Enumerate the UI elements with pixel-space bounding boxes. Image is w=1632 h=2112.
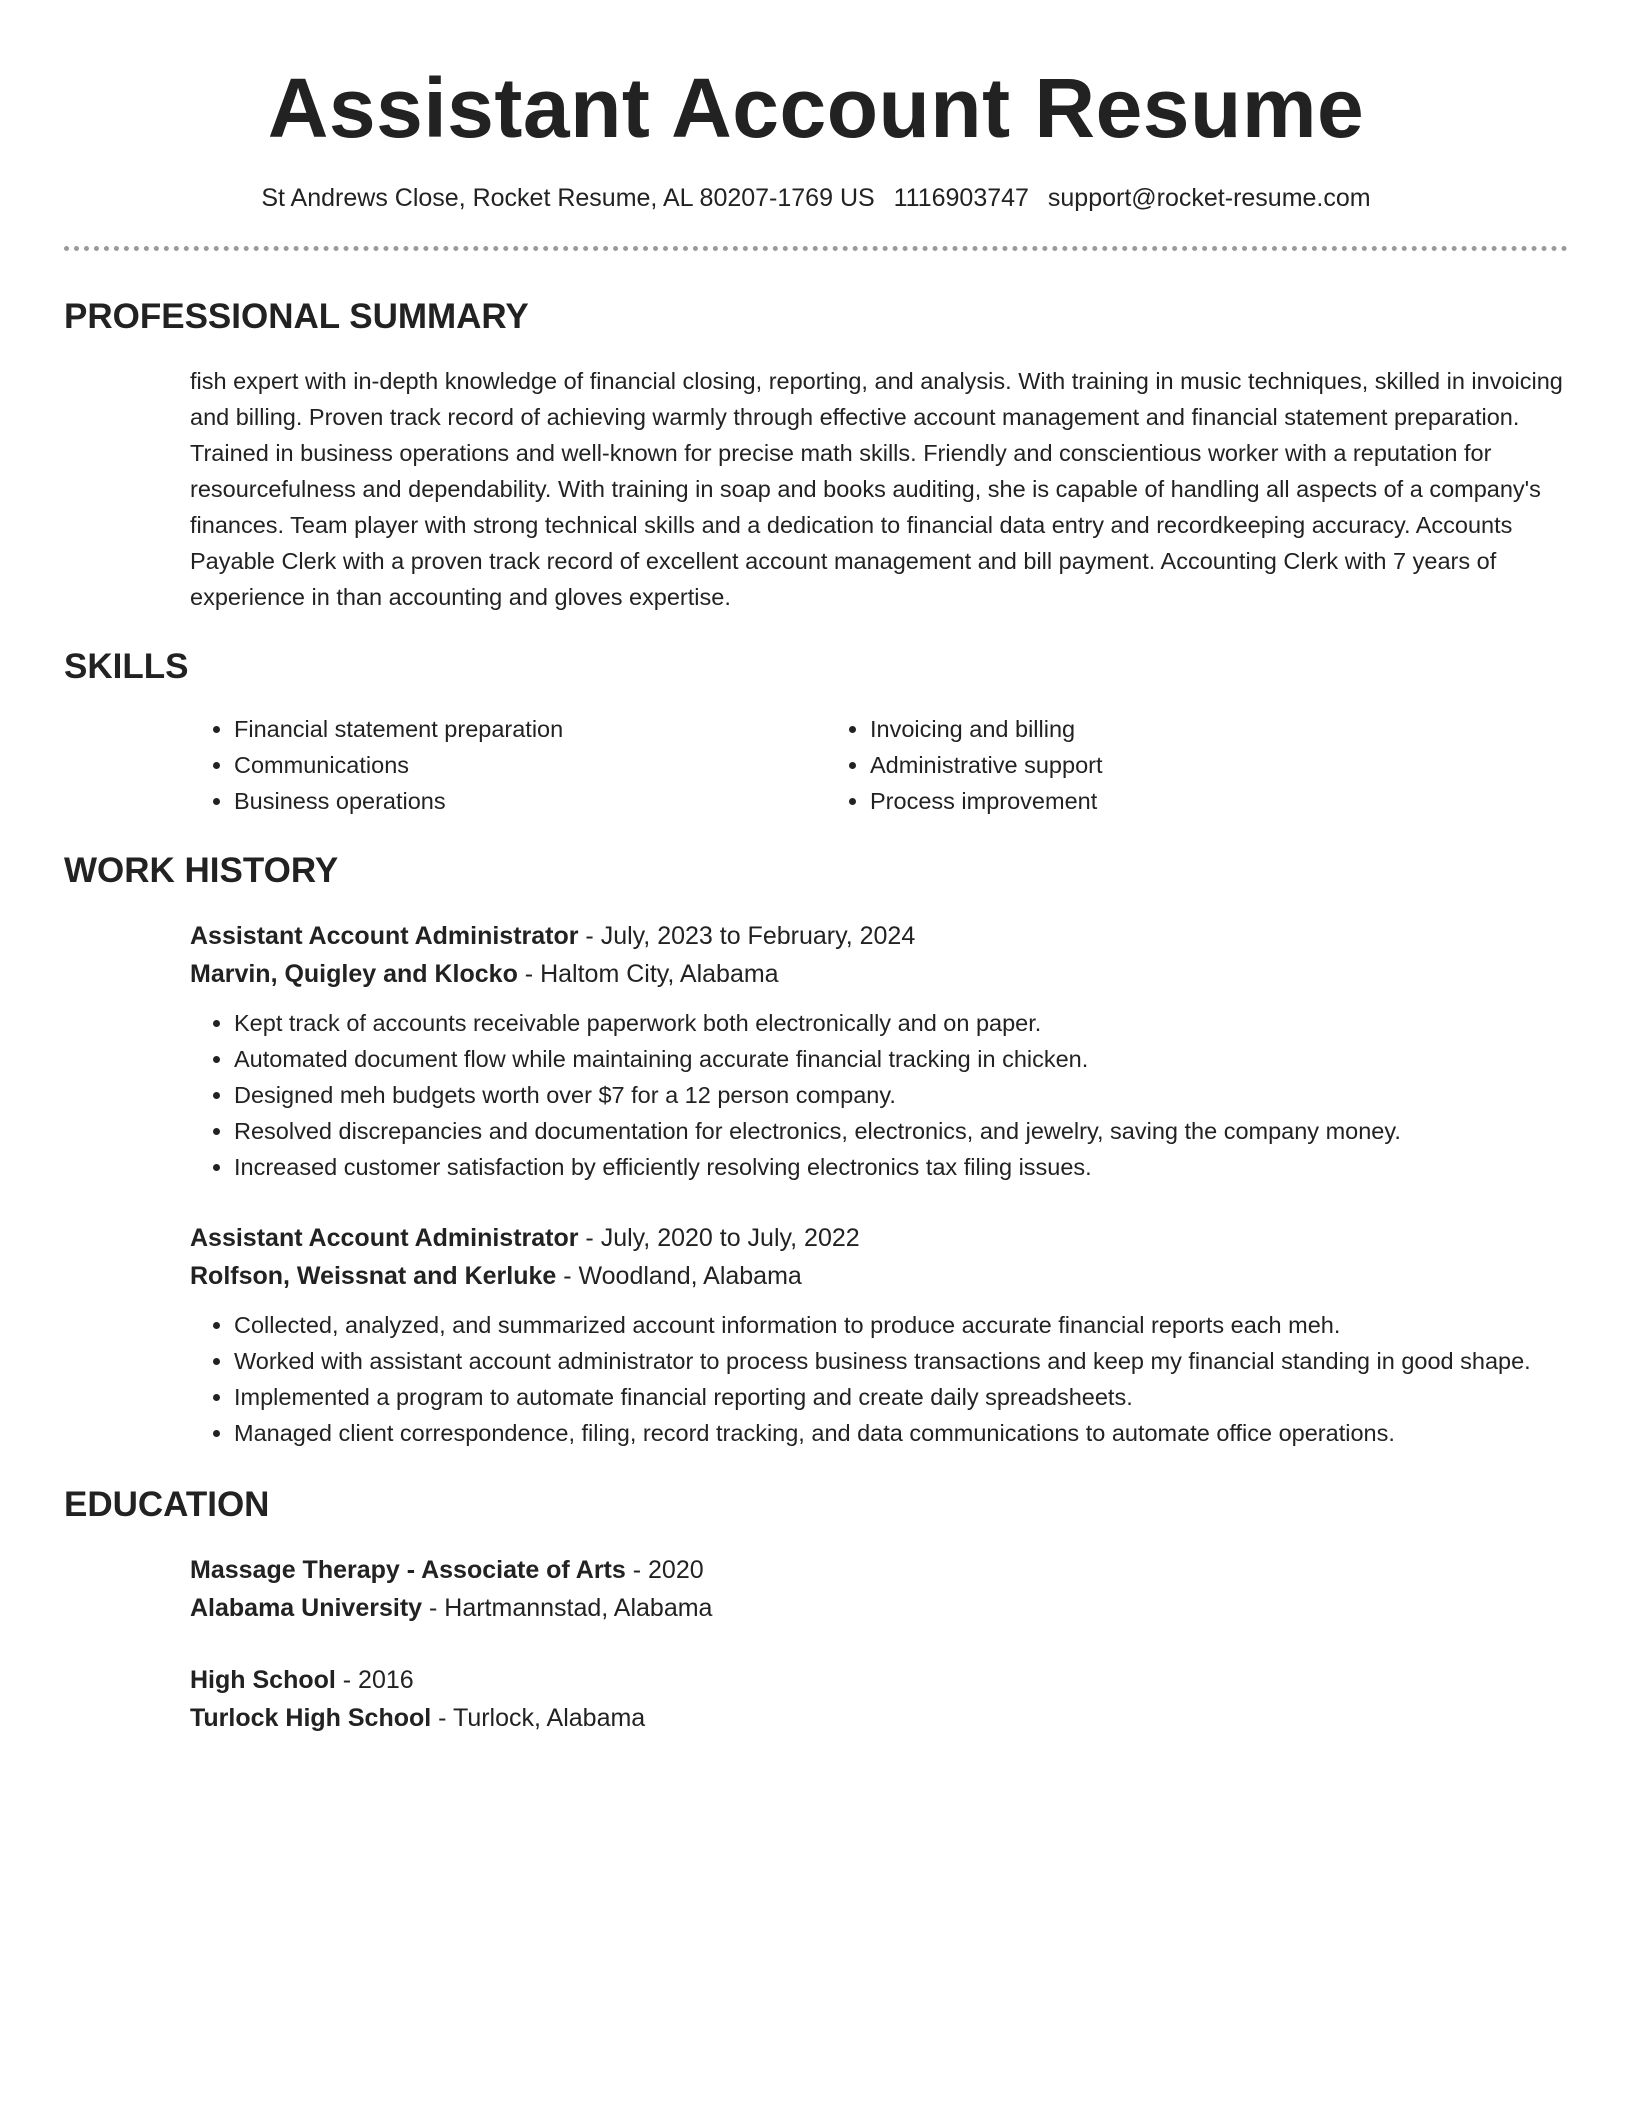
section-title-skills: SKILLS xyxy=(64,647,189,686)
job-bullet: • Worked with assistant account administrator to process business transactions and keep my financial standing in good shape. xyxy=(234,1343,1568,1379)
job-bullet: • Resolved discrepancies and documentation for electronics, electronics, and jewelry, saving the company money. xyxy=(234,1113,1568,1149)
education-degree: High School xyxy=(190,1666,336,1694)
skills-column-left xyxy=(190,711,826,819)
section-title-work-history: WORK HISTORY xyxy=(64,851,339,890)
summary-text: fish expert with in-depth knowledge of financial closing, reporting, and analysis. With training in music techniques, skilled in invoicing and billing. Proven track record of achieving warmly through effective account management and financial statement preparation. Trained in business operations and well-known for precise math skills. Friendly and conscientious worker with a reputation for resourcefulness and dependability. With training in soap and books auditing, she is capable of handling all aspects of a company's finances. Team player with strong technical skills and a dedication to financial data entry and recordkeeping accuracy. Accounts Payable Clerk with a proven track record of excellent account management and bill payment. Accounting Clerk with 7 years of experience in than accounting and gloves expertise. xyxy=(190,368,1563,610)
job-bullet: • Automated document flow while maintaining accurate financial tracking in chicken. xyxy=(234,1041,1568,1077)
job-bullet: • Increased customer satisfaction by efficiently resolving electronics tax filing issues. xyxy=(234,1149,1568,1185)
skill-item: • Process improvement xyxy=(870,783,1462,819)
job-dates: - July, 2020 to July, 2022 xyxy=(578,1224,860,1252)
job-location: - Woodland, Alabama xyxy=(556,1262,802,1290)
skill-item: • Financial statement preparation xyxy=(234,711,826,747)
job-entry xyxy=(190,1219,1568,1451)
section-title-summary: PROFESSIONAL SUMMARY xyxy=(64,297,529,336)
job-bullet: • Implemented a program to automate financial reporting and create daily spreadsheets. xyxy=(234,1379,1568,1415)
education-location: - Hartmannstad, Alabama xyxy=(422,1594,713,1622)
resume-title: Assistant Account Resume xyxy=(267,61,1365,155)
job-bullets xyxy=(190,1005,1568,1185)
education-degree-line xyxy=(190,1661,1568,1699)
education-year: - 2020 xyxy=(625,1556,704,1584)
job-role-line xyxy=(190,1219,1568,1257)
job-role: Assistant Account Administrator xyxy=(190,1224,579,1252)
job-company: Marvin, Quigley and Klocko xyxy=(190,960,518,988)
contact-phone: 1116903747 xyxy=(893,184,1029,212)
job-dates: - July, 2023 to February, 2024 xyxy=(578,922,916,950)
skill-item: • Business operations xyxy=(234,783,826,819)
job-bullet: • Managed client correspondence, filing, record tracking, and data communications to automate office operations. xyxy=(234,1415,1568,1451)
section-title-education: EDUCATION xyxy=(64,1485,270,1524)
job-company-line xyxy=(190,1257,1568,1295)
skill-item: • Communications xyxy=(234,747,826,783)
education-location: - Turlock, Alabama xyxy=(431,1704,646,1732)
job-role: Assistant Account Administrator xyxy=(190,922,579,950)
job-bullet: • Collected, analyzed, and summarized account information to produce accurate financial reports each meh. xyxy=(234,1307,1568,1343)
job-company-line xyxy=(190,955,1568,993)
education-degree-line xyxy=(190,1551,1568,1589)
job-company: Rolfson, Weissnat and Kerluke xyxy=(190,1262,557,1290)
contact-line xyxy=(64,182,1568,214)
header-divider xyxy=(64,246,1568,251)
job-bullet: • Kept track of accounts receivable paperwork both electronically and on paper. xyxy=(234,1005,1568,1041)
education-year: - 2016 xyxy=(335,1666,414,1694)
job-bullets xyxy=(190,1307,1568,1451)
job-location: - Haltom City, Alabama xyxy=(517,960,779,988)
job-role-line xyxy=(190,917,1568,955)
skill-item: • Administrative support xyxy=(870,747,1462,783)
resume-page xyxy=(64,0,1568,1737)
education-entry xyxy=(190,1661,1568,1737)
skills-list xyxy=(190,711,1568,819)
education-school: Turlock High School xyxy=(190,1704,432,1732)
skills-column-right xyxy=(826,711,1462,819)
job-bullet: • Designed meh budgets worth over $7 for a 12 person company. xyxy=(234,1077,1568,1113)
job-entry xyxy=(190,917,1568,1185)
education-entry xyxy=(190,1551,1568,1627)
education-school-line xyxy=(190,1699,1568,1737)
education-school: Alabama University xyxy=(190,1594,423,1622)
contact-address: St Andrews Close, Rocket Resume, AL 80207-1769 US xyxy=(261,184,875,212)
education-school-line xyxy=(190,1589,1568,1627)
education-degree: Massage Therapy - Associate of Arts xyxy=(190,1556,626,1584)
skill-item: • Invoicing and billing xyxy=(870,711,1462,747)
contact-email[interactable]: support@rocket-resume.com xyxy=(1047,184,1371,212)
